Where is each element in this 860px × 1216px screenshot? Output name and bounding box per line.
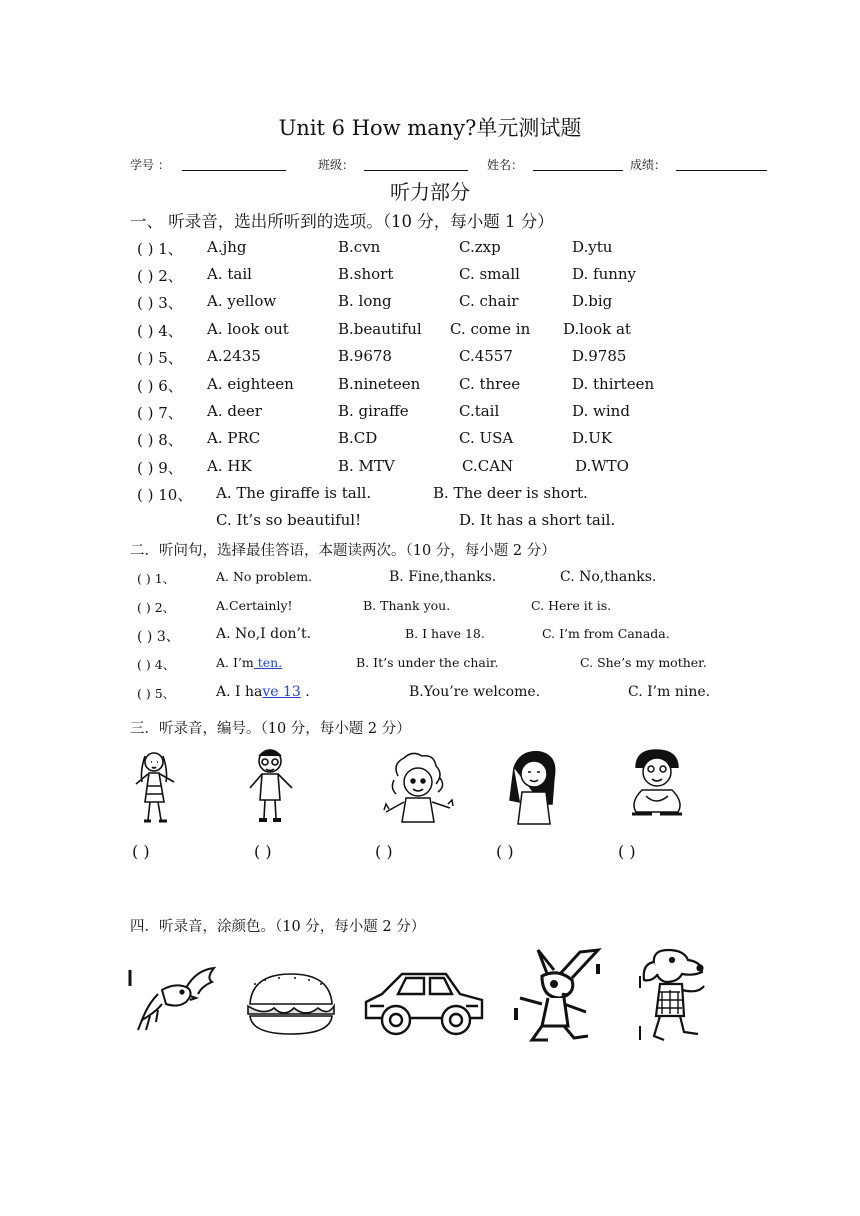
option-a: A. The giraffe is tall. [216,484,372,502]
option-b: B. giraffe [338,402,409,420]
option-c: C. chair [459,292,519,310]
question-number: ( ) 7、 [137,404,183,422]
answer-underline: ve 13 [262,684,301,700]
option-d: D. funny [572,265,637,283]
part2-heading: 二．听问句，选择最佳答语，本题读两次。（10 分，每小题 2 分） [130,543,556,559]
girl-long-hair-picture [500,748,566,826]
girl-curly-hair-picture [380,750,456,826]
option-c: C. No,thanks. [560,569,657,585]
part1-heading: 一、 听录音，选出所听到的选项。（10 分，每小题 1 分） [130,212,554,231]
class-label: 班级： [318,158,355,172]
option-c: C. It’s so beautiful! [216,511,362,529]
question-number: ( ) 5、 [137,349,183,367]
option-c: C.CAN [462,457,514,475]
option-a: A. No problem. [216,569,313,584]
rabbit-picture [512,946,604,1044]
question-number: ( ) 1、 [137,240,183,258]
boy-standing-picture [240,744,300,826]
question-number: ( ) 10、 [137,486,193,504]
option-c: C. come in [450,320,531,338]
question-number: ( ) 6、 [137,377,183,395]
option-b: B.beautiful [338,320,422,338]
option-b: B.9678 [338,347,392,365]
option-c: C. She’s my mother. [580,655,707,670]
boy-sitting-picture [622,746,690,824]
option-b: B.CD [338,429,378,447]
option-b: B. The deer is short. [433,484,588,502]
option-a-end: . [300,684,310,700]
option-a: A. deer [207,402,262,420]
score-label: 成绩： [630,158,667,172]
student-number-label: 学号 ： [130,158,170,172]
option-a: A.jhg [207,238,247,256]
option-a: A. yellow [207,292,277,310]
option-a: A.Certainly! [216,598,293,613]
option-c: C. USA [459,429,514,447]
option-a-text: A. I ha [216,684,263,700]
option-c: C.4557 [459,347,513,365]
car-picture [362,966,486,1040]
score-blank[interactable] [676,170,767,171]
page-title: Unit 6 How many?单元测试题 [278,116,582,140]
question-number: ( ) 1、 [137,571,176,586]
answer-underline: ten. [253,655,283,670]
option-d: D.ytu [572,238,613,256]
option-a: A. look out [207,320,289,338]
option-c: C. three [459,375,521,393]
name-label: 姓名： [487,158,524,172]
option-c: C.tail [459,402,500,420]
question-number: ( ) 2、 [137,267,183,285]
option-a: A. eighteen [207,375,294,393]
option-d: D.WTO [575,457,629,475]
name-blank[interactable] [533,170,623,171]
option-b: B. MTV [338,457,395,475]
option-a [216,684,310,700]
hamburger-picture [244,970,338,1038]
question-number: ( ) 9、 [137,459,183,477]
option-b: B.You’re welcome. [409,684,541,700]
question-number: ( ) 3、 [137,629,180,645]
answer-blank-5[interactable]: ( ) [618,842,636,861]
option-b: B. Fine,thanks. [389,569,497,585]
question-number: ( ) 2、 [137,600,176,615]
answer-blank-4[interactable]: ( ) [496,842,514,861]
option-d: D. wind [572,402,630,420]
option-d: D.look at [563,320,631,338]
option-b: B.nineteen [338,375,421,393]
dog-picture [638,946,708,1044]
option-a: A. No,I don’t. [216,626,312,642]
option-d: D.9785 [572,347,627,365]
option-b: B.cvn [338,238,381,256]
class-blank[interactable] [364,170,468,171]
option-b: B. I have 18. [405,626,485,641]
option-a: A.2435 [207,347,261,365]
option-c: C. small [459,265,520,283]
option-d: D. thirteen [572,375,655,393]
part4-heading: 四．听录音，涂颜色。（10 分，每小题 2 分） [130,919,426,935]
question-number: ( ) 3、 [137,294,183,312]
option-c: C. I’m from Canada. [542,626,670,641]
option-b: B. Thank you. [363,598,451,613]
question-number: ( ) 5、 [137,686,176,701]
option-d: D.big [572,292,613,310]
part3-heading: 三．听录音，编号。（10 分，每小题 2 分） [130,721,411,737]
girl-dancing-picture [130,746,180,826]
option-a: A. PRC [207,429,261,447]
option-d: D. It has a short tail. [459,511,616,529]
listening-section-title: 听力部分 [390,180,470,204]
option-a: A. tail [207,265,252,283]
option-c: C.zxp [459,238,501,256]
option-b: B. It’s under the chair. [356,655,499,670]
bird-picture [128,964,216,1036]
option-c: C. Here it is. [531,598,612,613]
option-a [216,655,282,670]
option-a-text: A. I’m [216,655,254,670]
question-number: ( ) 4、 [137,657,176,672]
option-c: C. I’m nine. [628,684,711,700]
answer-blank-3[interactable]: ( ) [375,842,393,861]
question-number: ( ) 8、 [137,431,183,449]
answer-blank-1[interactable]: ( ) [132,842,150,861]
option-a: A. HK [207,457,252,475]
option-b: B.short [338,265,394,283]
option-b: B. long [338,292,392,310]
answer-blank-2[interactable]: ( ) [254,842,272,861]
question-number: ( ) 4、 [137,322,183,340]
option-d: D.UK [572,429,613,447]
student-number-blank[interactable] [182,170,286,171]
